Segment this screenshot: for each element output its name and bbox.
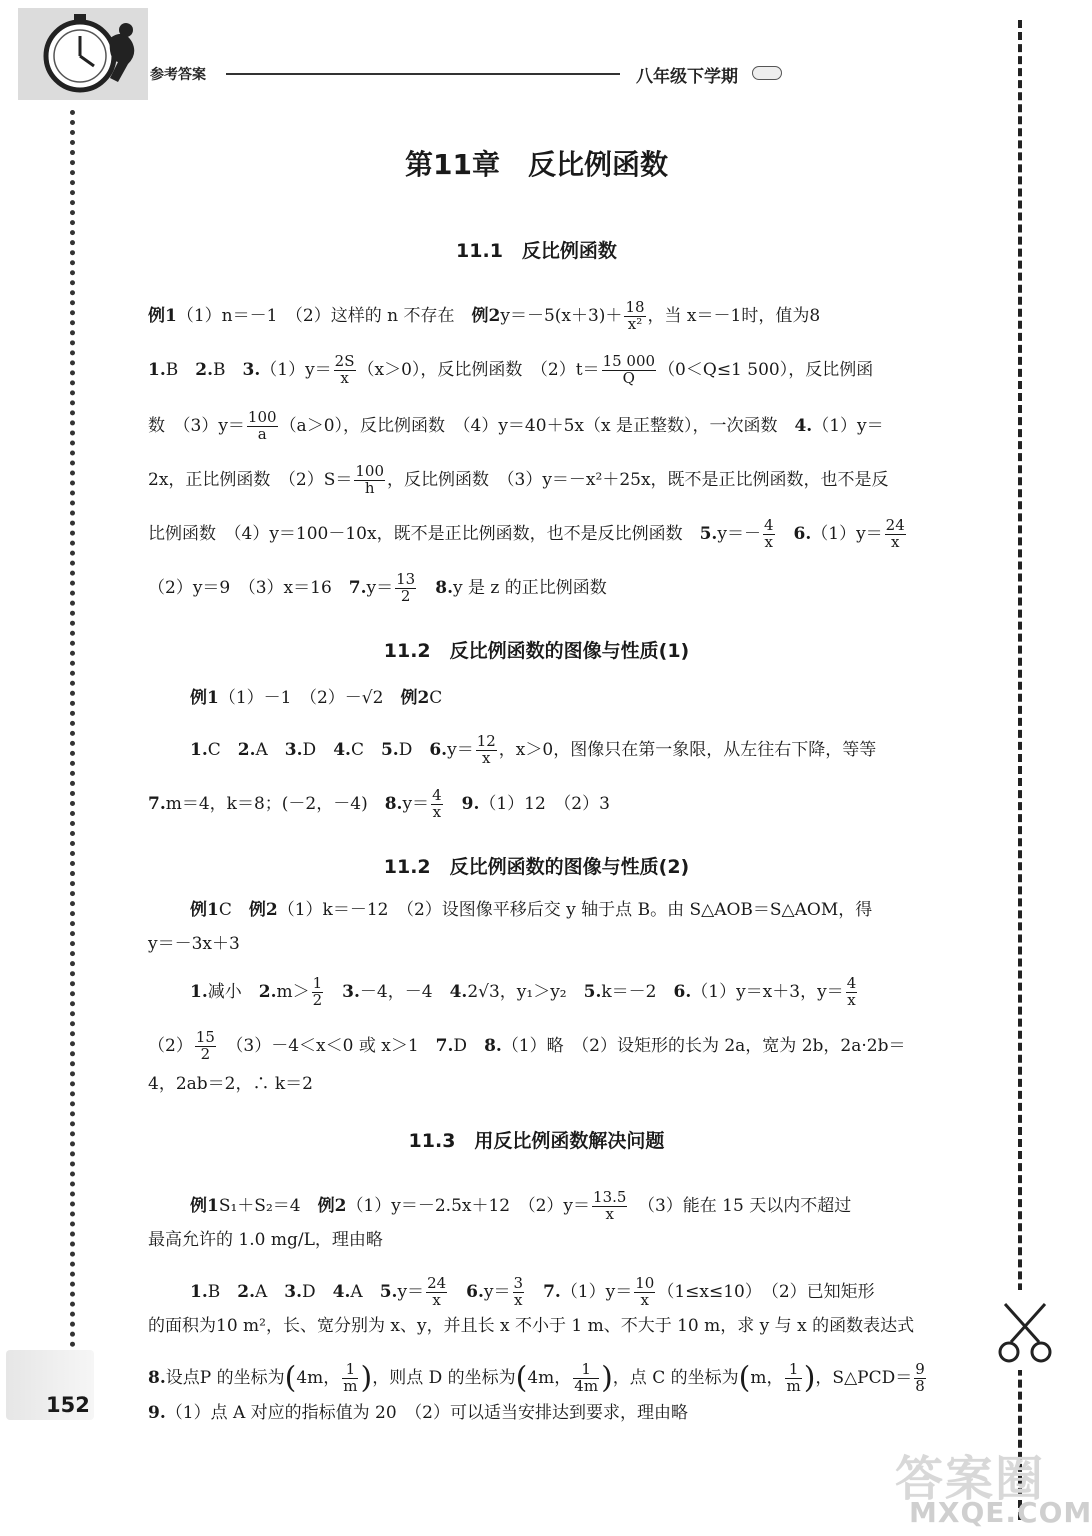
answer-text: D xyxy=(302,1281,333,1302)
grade-label: 八年级下学期 xyxy=(636,67,738,87)
fraction-denominator: m xyxy=(343,1376,358,1395)
answer-text: （3）能在 15 天以内不超过 xyxy=(629,1195,852,1216)
section-title: 11.2 反比例函数的图像与性质(2) xyxy=(383,856,690,878)
scissors-icon xyxy=(995,1290,1055,1370)
answer-line xyxy=(190,976,990,1009)
answer-text: ，点 C 的坐标为 xyxy=(612,1367,739,1388)
answer-text: k＝－2 xyxy=(601,981,674,1002)
fraction-numerator: 2S xyxy=(334,352,355,370)
fraction-numerator: 18 xyxy=(625,298,645,316)
fraction-denominator: x² xyxy=(627,314,643,333)
answer-text: 4m， xyxy=(527,1367,572,1388)
fraction-numerator: 100 xyxy=(355,462,385,480)
question-number: 3. xyxy=(284,739,303,760)
answer-text: （1）略 （2）设矩形的长为 2a，宽为 2b，2a·2b＝ xyxy=(501,1035,906,1056)
answer-text: 2x，正比例函数 （2）S＝ xyxy=(148,469,353,490)
fraction-denominator: x xyxy=(432,1290,441,1309)
question-number: 1. xyxy=(190,981,208,1002)
answer-line xyxy=(148,936,948,953)
answer-text: （3）－4＜x＜0 或 x＞1 xyxy=(217,1035,436,1056)
header-rule xyxy=(226,73,620,75)
fraction xyxy=(342,1362,358,1395)
question-number: 8. xyxy=(435,577,453,598)
watermark-url: MXQE.COM xyxy=(909,1496,1092,1529)
fraction-numerator: 1 xyxy=(573,1362,599,1379)
answer-line xyxy=(190,690,990,707)
header-ornament xyxy=(752,66,782,80)
question-number: 7. xyxy=(543,1281,561,1302)
question-number: 3. xyxy=(242,359,261,380)
page-number: 152 xyxy=(46,1393,90,1417)
question-number: 6. xyxy=(429,739,448,760)
question-number: 6. xyxy=(673,981,692,1002)
question-number: 5. xyxy=(380,739,399,760)
fraction xyxy=(476,734,497,767)
fraction-denominator: x xyxy=(432,802,442,821)
fraction xyxy=(634,1276,655,1309)
fraction xyxy=(195,1030,216,1063)
answer-text: （2）y＝9 （3）x＝16 xyxy=(148,577,349,598)
question-number: 1. xyxy=(190,1281,208,1302)
fraction-denominator: m xyxy=(786,1376,801,1395)
question-number: 4. xyxy=(333,739,351,760)
fraction-numerator: 9 xyxy=(915,1360,925,1378)
answer-text xyxy=(449,1282,466,1302)
answer-text: 2√3，y₁＞y₂ xyxy=(467,981,584,1002)
question-number: 4. xyxy=(332,1281,351,1302)
fraction-numerator: 1 xyxy=(312,974,323,992)
question-number: 例2 xyxy=(471,305,501,326)
fraction-denominator: x xyxy=(514,1290,523,1309)
answer-text xyxy=(418,578,435,598)
fraction-denominator: 2 xyxy=(312,990,323,1009)
question-number: 9. xyxy=(148,1403,166,1423)
question-number: 6. xyxy=(466,1281,484,1302)
fraction-numerator: 12 xyxy=(476,732,496,750)
fraction-denominator: x xyxy=(605,1204,614,1223)
fraction-denominator: 2 xyxy=(400,586,411,605)
question-number: 5. xyxy=(699,523,718,544)
answers-label: 参考答案 xyxy=(150,67,206,83)
answer-text: （1）y＝x＋3，y＝ xyxy=(691,981,844,1002)
fraction xyxy=(513,1276,525,1309)
answer-text: （1≤x≤10） （2）已知矩形 xyxy=(657,1281,875,1302)
question-number: 2. xyxy=(237,739,256,760)
answer-text: 4m， xyxy=(296,1367,341,1388)
answer-line xyxy=(148,464,948,497)
fraction-denominator: x xyxy=(890,532,900,551)
question-number: 7. xyxy=(148,793,166,814)
answer-line xyxy=(190,902,990,919)
answer-line xyxy=(148,1405,948,1422)
fraction-numerator: 13.5 xyxy=(593,1188,627,1206)
answer-text: 数 （3）y＝ xyxy=(148,415,245,436)
answer-text: y＝ xyxy=(402,793,430,814)
question-number: 例2 xyxy=(317,1195,347,1216)
question-number: 4. xyxy=(449,981,468,1002)
large-parenthesis: ( xyxy=(738,1360,751,1396)
answer-text: A xyxy=(255,1281,285,1302)
answer-text: （1）k＝－12 （2）设图像平移后交 y 轴于点 B。由 S△AOB＝S△AOM，得 xyxy=(277,900,873,920)
answer-text: A xyxy=(255,739,285,760)
answer-text: 的面积为10 m²，长、宽分别为 x、y，并且长 x 不小于 1 m、不大于 10 m，求 y 与 x 的函数表达式 xyxy=(148,1316,915,1336)
large-parenthesis: ( xyxy=(515,1360,528,1396)
answer-line xyxy=(148,410,948,443)
answer-text: B xyxy=(213,359,243,380)
fraction-numerator: 1 xyxy=(785,1362,801,1379)
fraction-numerator: 4 xyxy=(763,516,774,534)
question-number: 例2 xyxy=(400,688,430,708)
section-title: 11.1 反比例函数 xyxy=(456,240,617,262)
fraction-denominator: 4m xyxy=(574,1376,599,1395)
answer-line xyxy=(148,300,948,333)
answer-text: m＞ xyxy=(276,981,310,1002)
fraction-numerator: 100 xyxy=(247,408,277,426)
watermark xyxy=(895,1440,1092,1530)
answer-text xyxy=(325,982,342,1002)
answer-text: y＝－3x＋3 xyxy=(148,934,240,954)
question-number: 例1 xyxy=(190,1195,219,1216)
answer-line xyxy=(190,734,990,767)
fraction-numerator: 1 xyxy=(342,1362,358,1379)
section-title: 11.3 用反比例函数解决问题 xyxy=(408,1130,665,1152)
answer-text: m， xyxy=(750,1367,784,1388)
fraction xyxy=(395,572,416,605)
fraction-numerator: 3 xyxy=(513,1274,524,1292)
question-number: 1. xyxy=(190,739,208,760)
fraction-denominator: Q xyxy=(622,368,635,387)
answer-text: C xyxy=(350,739,381,760)
fraction xyxy=(247,410,278,443)
question-number: 例2 xyxy=(248,900,278,920)
answer-text: （1）12 （2）3 xyxy=(479,793,610,814)
fraction-denominator: 8 xyxy=(915,1376,925,1395)
fraction-denominator: 2 xyxy=(200,1044,211,1063)
answer-text: D xyxy=(453,1035,485,1056)
answer-text: y＝ xyxy=(397,1281,425,1302)
page-header xyxy=(0,0,1073,110)
question-number: 例1 xyxy=(190,900,219,920)
answer-line xyxy=(148,518,948,551)
question-number: 9. xyxy=(461,793,480,814)
answer-text: ，则点 D 的坐标为 xyxy=(372,1367,516,1388)
fraction xyxy=(573,1362,599,1395)
answer-line xyxy=(148,1076,948,1093)
answer-text: B xyxy=(165,359,196,380)
question-number: 2. xyxy=(258,981,277,1002)
question-number: 8. xyxy=(484,1035,502,1056)
answer-text: （a＞0），反比例函数 （4）y＝40＋5x（x 是正整数），一次函数 xyxy=(279,415,795,436)
question-number: 2. xyxy=(195,359,213,380)
fraction-denominator: x xyxy=(482,748,491,767)
fraction xyxy=(334,354,356,387)
fraction-denominator: a xyxy=(257,424,267,443)
answer-text: （1）y＝ xyxy=(260,359,332,380)
section-title: 11.2 反比例函数的图像与性质(1) xyxy=(383,640,690,662)
answer-text: （x＞0），反比例函数 （2）t＝ xyxy=(357,359,600,380)
question-number: 例1 xyxy=(190,688,219,708)
answer-text: （2） xyxy=(148,1035,193,1056)
fraction xyxy=(354,464,385,497)
question-number: 2. xyxy=(237,1281,255,1302)
answer-text: A xyxy=(350,1281,380,1302)
answer-text: （1）点 A 对应的指标值为 20 （2）可以适当安排达到要求，理由略 xyxy=(165,1403,689,1423)
answer-line xyxy=(148,1318,948,1335)
fraction xyxy=(785,1362,801,1395)
answer-text: D xyxy=(398,739,430,760)
question-number: 7. xyxy=(435,1035,454,1056)
fraction-numerator: 24 xyxy=(885,516,905,534)
fraction-numerator: 10 xyxy=(635,1274,655,1292)
fraction-numerator: 24 xyxy=(427,1274,447,1292)
answer-text: y＝ xyxy=(447,739,474,760)
answer-text: （1）y＝ xyxy=(811,523,883,544)
question-number: 8. xyxy=(384,793,403,814)
large-parenthesis: ) xyxy=(360,1360,373,1396)
answer-text: S₁＋S₂＝4 xyxy=(218,1195,318,1216)
fraction-denominator: x xyxy=(764,532,773,551)
answer-text: C xyxy=(207,739,238,760)
large-parenthesis: ( xyxy=(284,1360,297,1396)
fraction-numerator: 4 xyxy=(432,786,442,804)
fraction-numerator: 13 xyxy=(396,570,416,588)
fraction xyxy=(914,1362,926,1395)
answer-line xyxy=(148,354,948,387)
answer-text: B xyxy=(207,1281,238,1302)
chapter-title: 第11章 反比例函数 xyxy=(405,148,668,181)
answer-text: 设点P 的坐标为 xyxy=(165,1367,285,1388)
answer-text: y＝ xyxy=(483,1281,511,1302)
large-parenthesis: ) xyxy=(803,1360,816,1396)
answer-text xyxy=(526,1282,543,1302)
answer-text: C xyxy=(218,900,249,920)
answer-text: （1）－1 （2）－√2 xyxy=(218,688,401,708)
fraction-numerator: 15 xyxy=(195,1028,215,1046)
answer-text: （1）y＝－2.5x＋12 （2）y＝ xyxy=(346,1195,591,1216)
question-number: 6. xyxy=(793,523,812,544)
question-number: 7. xyxy=(348,577,367,598)
large-parenthesis: ) xyxy=(601,1360,613,1396)
fraction xyxy=(592,1190,627,1223)
answer-text xyxy=(777,524,794,544)
stopwatch-runner-logo-icon xyxy=(18,8,148,100)
answer-text: ，当 x＝－1时，值为8 xyxy=(647,305,821,326)
watermark-text: 答案圈 xyxy=(895,1451,1046,1507)
answer-text: y 是 z 的正比例函数 xyxy=(452,577,607,598)
question-number: 4. xyxy=(794,415,813,436)
answer-line xyxy=(190,1190,990,1223)
fraction xyxy=(426,1276,447,1309)
answer-text: D xyxy=(302,739,334,760)
answer-text: y＝－5(x＋3)＋ xyxy=(500,305,623,326)
answer-line xyxy=(148,1232,948,1249)
fraction xyxy=(312,976,324,1009)
question-number: 5. xyxy=(583,981,602,1002)
answer-text: y＝ xyxy=(366,577,394,598)
fraction xyxy=(763,518,775,551)
answer-line xyxy=(148,572,948,605)
answer-text: 减小 xyxy=(207,981,259,1002)
fraction xyxy=(431,788,443,821)
fraction xyxy=(885,518,906,551)
answer-line xyxy=(148,1362,948,1395)
answer-text: C xyxy=(429,688,443,708)
answer-text: y＝－ xyxy=(717,523,761,544)
answer-text: （0＜Q≤1 500），反比例函 xyxy=(658,359,874,380)
answer-text: 最高允许的 1.0 mg/L，理由略 xyxy=(148,1230,383,1250)
answer-text: 比例函数 （4）y＝100－10x，既不是正比例函数，也不是反比例函数 xyxy=(148,523,700,544)
fraction xyxy=(846,976,858,1009)
fraction-numerator: 4 xyxy=(846,974,857,992)
fraction-denominator: h xyxy=(364,478,375,497)
answer-line xyxy=(190,1276,990,1309)
fraction xyxy=(624,300,645,333)
answer-text: ，S△PCD＝ xyxy=(815,1367,913,1388)
answer-text xyxy=(445,794,462,814)
fraction-denominator: x xyxy=(340,368,349,387)
question-number: 3. xyxy=(342,981,360,1002)
answer-line xyxy=(148,1030,948,1063)
answer-text: 4，2ab＝2，∴ k＝2 xyxy=(148,1074,313,1094)
question-number: 1. xyxy=(148,359,166,380)
question-number: 例1 xyxy=(148,305,177,326)
question-number: 5. xyxy=(379,1281,398,1302)
fraction-denominator: x xyxy=(640,1290,650,1309)
fraction-numerator: 15 000 xyxy=(602,352,656,370)
answer-text: ，反比例函数 （3）y＝－x²＋25x，既不是正比例函数，也不是反 xyxy=(387,469,889,490)
answer-text: （1）y＝ xyxy=(560,1281,633,1302)
answer-line xyxy=(148,788,948,821)
answer-text: －4，－4 xyxy=(359,981,450,1002)
fraction-denominator: x xyxy=(847,990,856,1009)
question-number: 8. xyxy=(148,1367,166,1388)
answer-text: （1）y＝ xyxy=(812,415,884,436)
fraction xyxy=(602,354,657,387)
answer-text: （1）n＝－1 （2）这样的 n 不存在 xyxy=(176,305,472,326)
answer-text: ，x＞0，图像只在第一象限，从左往右下降，等等 xyxy=(498,739,877,760)
question-number: 3. xyxy=(284,1281,303,1302)
left-dotted-border xyxy=(70,110,75,1378)
answer-text: m＝4，k＝8；(－2，－4) xyxy=(165,793,385,814)
